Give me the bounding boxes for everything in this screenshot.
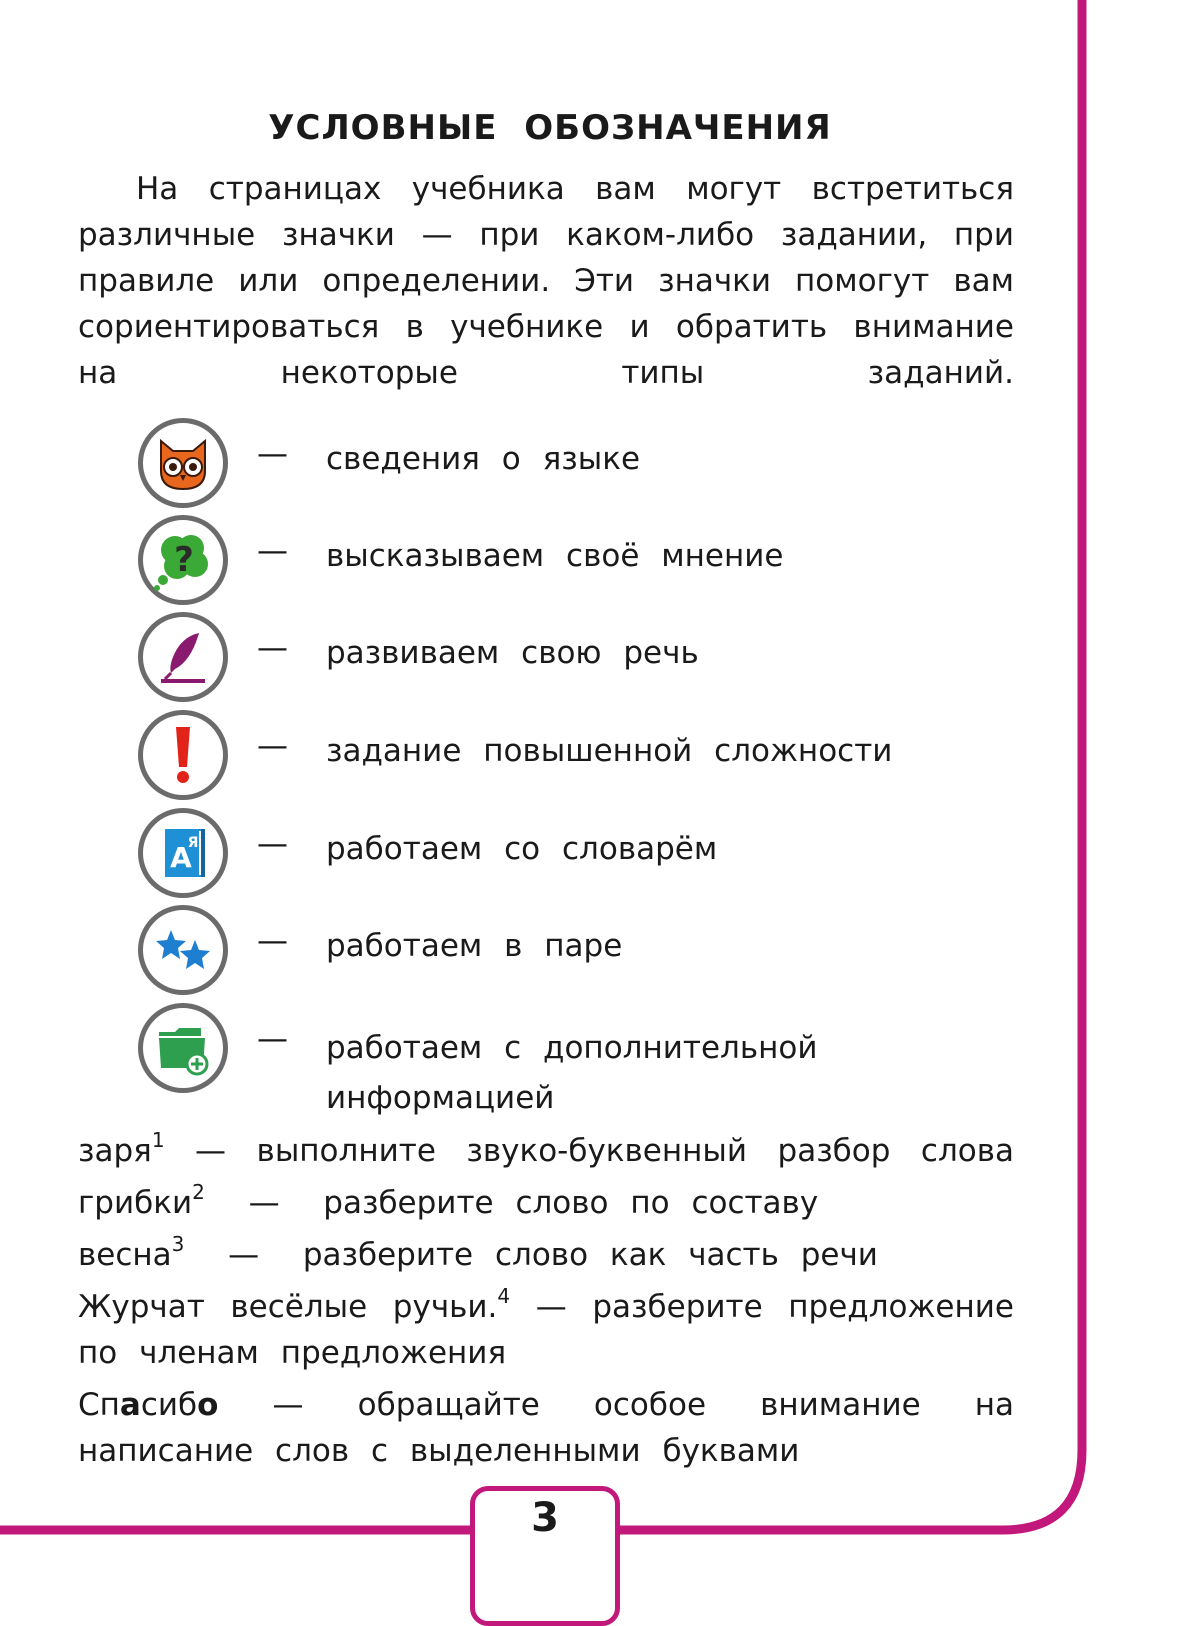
dictionary-book-icon <box>151 821 215 885</box>
highlighted-letter: о <box>197 1387 219 1423</box>
two-stars-icon <box>151 918 215 982</box>
legend-dash: — <box>257 436 288 472</box>
legend-item-extra-info <box>0 1001 1100 1121</box>
example-dash: — <box>228 1237 260 1273</box>
icon-ring <box>138 905 228 995</box>
highlighted-letter: а <box>119 1387 141 1423</box>
example-word: грибки <box>78 1185 193 1221</box>
example-desc: разберите слово как часть речи <box>302 1237 878 1273</box>
legend-dash: — <box>257 826 288 862</box>
owl-icon <box>151 431 215 495</box>
folder-plus-icon <box>151 1016 215 1080</box>
legend-dash: — <box>257 533 288 569</box>
example-sentence <box>78 1284 1014 1376</box>
legend-item-dictionary <box>0 806 1100 902</box>
svg-text:?: ? <box>174 540 194 580</box>
svg-text:Я: Я <box>187 835 199 851</box>
example-dash: — <box>248 1185 280 1221</box>
example-dash: — <box>535 1289 567 1325</box>
legend-item-hard-task <box>0 708 1100 804</box>
icon-ring <box>138 515 228 605</box>
icon-ring <box>138 418 228 508</box>
legend-label: работаем в паре <box>326 928 623 964</box>
example-dash: — <box>195 1133 227 1169</box>
svg-text:A: A <box>170 841 192 874</box>
legend-item-opinion <box>0 513 1100 609</box>
intro-text: На страницах учебника вам могут встретиться различные значки — при каком-либо задании, при правиле или определении. Эти значки помогут вам сориентироваться в учебнике и обратить внимание на некоторые типы заданий. <box>78 171 1014 391</box>
legend-item-pair-work <box>0 903 1100 999</box>
example-desc: разберите предложение по членам предложения <box>78 1289 1014 1371</box>
example-desc: разберите слово по составу <box>323 1185 819 1221</box>
speech-bubble-question-icon <box>151 528 215 592</box>
legend-item-speech <box>0 610 1100 706</box>
example-highlighted-letters <box>78 1382 1014 1474</box>
page-number: 3 <box>531 1495 559 1541</box>
example-word: заря <box>78 1133 152 1169</box>
quill-pen-icon <box>151 625 215 689</box>
example-word: весна <box>78 1237 172 1273</box>
example-part-of-speech <box>78 1232 1014 1278</box>
example-superscript: 3 <box>171 1232 185 1256</box>
example-composition <box>78 1180 1014 1226</box>
example-desc: выполните звуко-буквенный разбор слова <box>256 1133 1015 1169</box>
legend-label: работаем с дополнительной информацией <box>326 1030 818 1116</box>
page-title: УСЛОВНЫЕ ОБОЗНАЧЕНИЯ <box>268 108 832 148</box>
legend-label: работаем со словарём <box>326 831 718 867</box>
legend-label: развиваем свою речь <box>326 635 699 671</box>
example-superscript: 1 <box>151 1128 165 1152</box>
legend-label: задание повышенной сложности <box>326 733 893 769</box>
legend-dash: — <box>257 728 288 764</box>
legend-label: сведения о языке <box>326 441 641 477</box>
exclamation-icon <box>151 723 215 787</box>
icon-ring <box>138 808 228 898</box>
example-word: Журчат весёлые ручьи. <box>78 1289 498 1325</box>
legend-label: высказываем своё мнение <box>326 538 784 574</box>
legend-dash: — <box>257 923 288 959</box>
icon-ring <box>138 612 228 702</box>
legend-dash: — <box>257 1021 288 1057</box>
example-desc: обращайте особое внимание на написание слов с выделенными буквами <box>78 1387 1015 1469</box>
legend-item-language-info <box>0 416 1100 512</box>
icon-ring <box>138 710 228 800</box>
example-sound-letter <box>78 1128 1014 1174</box>
example-superscript: 2 <box>192 1180 205 1204</box>
example-superscript: 4 <box>497 1284 511 1308</box>
example-dash: — <box>272 1387 304 1423</box>
legend-dash: — <box>257 630 288 666</box>
intro-paragraph <box>78 166 1014 396</box>
example-word: Спасибо <box>78 1387 219 1423</box>
icon-ring <box>138 1003 228 1093</box>
